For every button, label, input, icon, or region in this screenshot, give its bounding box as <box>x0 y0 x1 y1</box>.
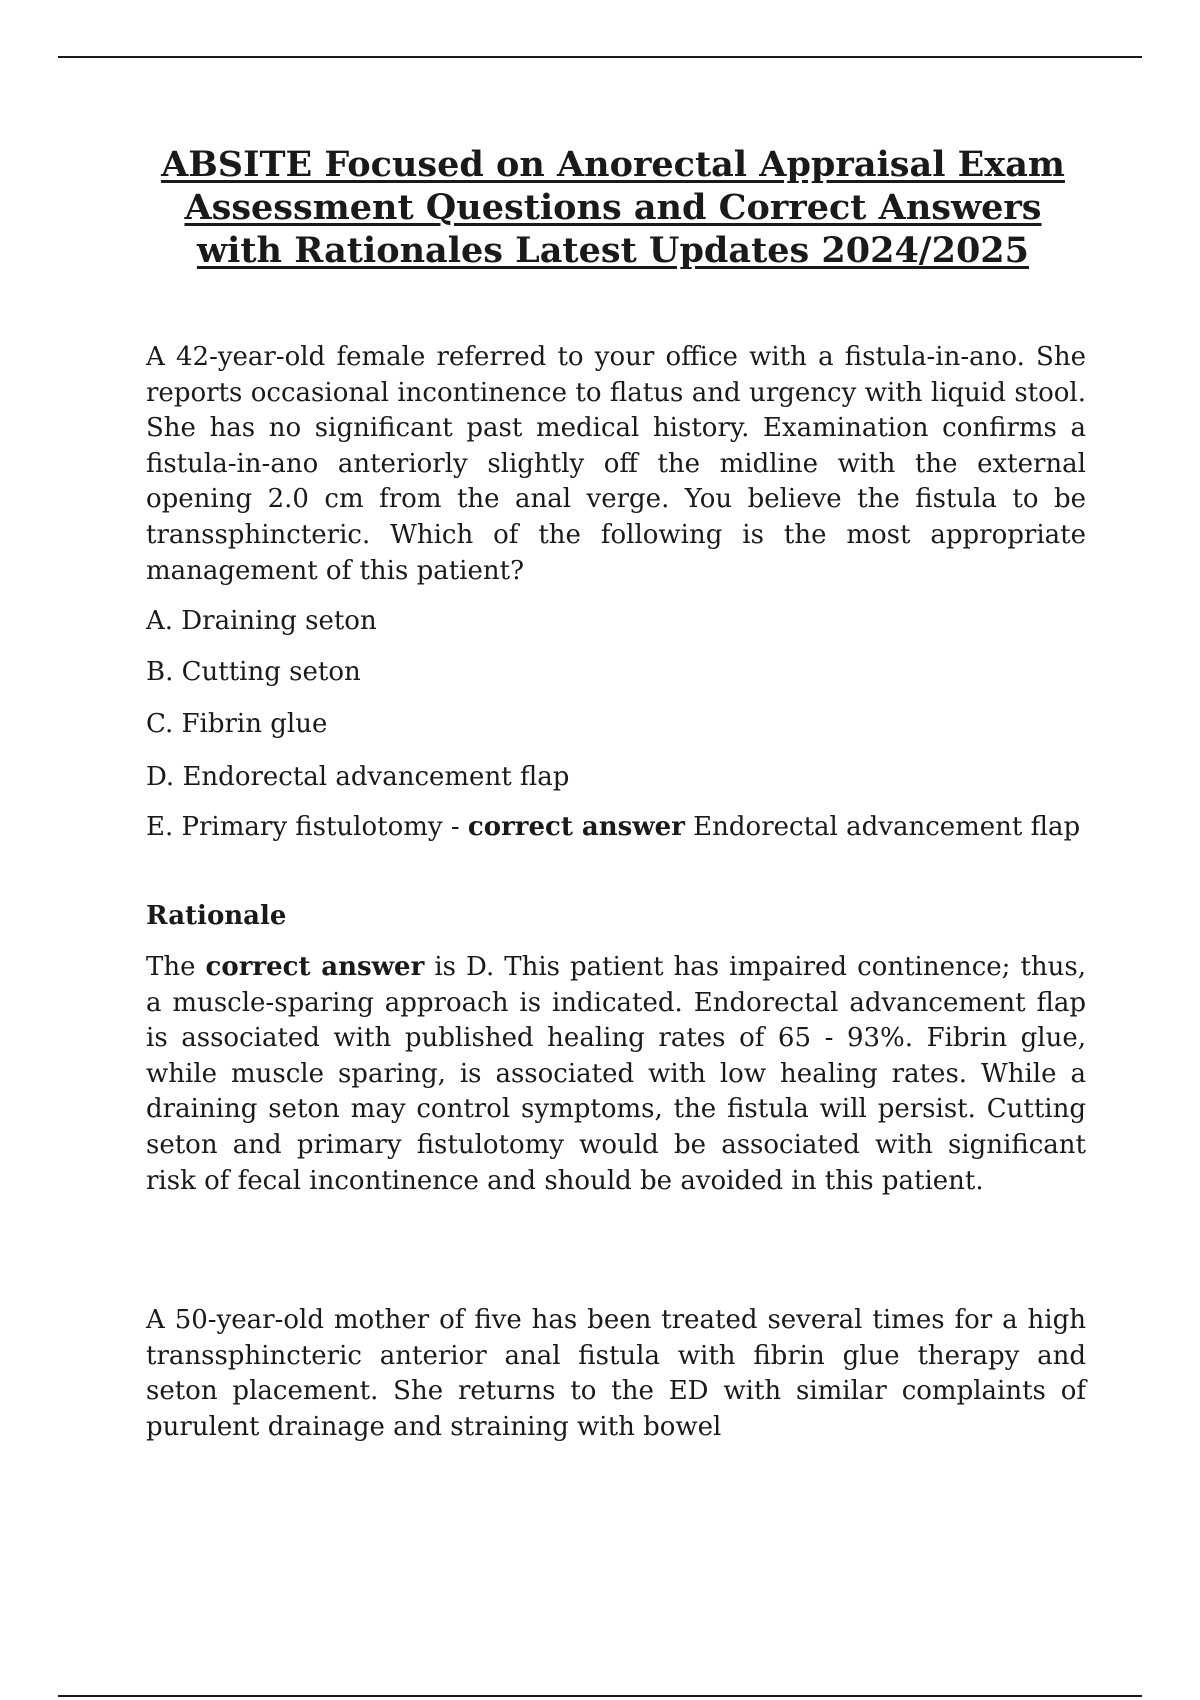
option-e: E. Primary fistulotomy <box>146 812 443 842</box>
rationale-bold-label: correct answer <box>205 952 425 982</box>
rationale-paragraph <box>146 950 1086 1199</box>
option-a: A. Draining seton <box>146 606 377 636</box>
option-e-with-answer <box>146 810 1086 846</box>
option-b: B. Cutting seton <box>146 657 361 687</box>
document-title: ABSITE Focused on Anorectal Appraisal Exam Assessment Questions and Correct Answers with Rationales Latest Updates 2024/2025 <box>161 144 1065 271</box>
answer-separator: - <box>442 812 468 842</box>
option-d: D. Endorectal advancement flap <box>146 762 570 792</box>
correct-answer-label: correct answer <box>467 812 685 842</box>
question-1-stem: A 42-year-old female referred to your office with a fistula-in-ano. She reports occasional incontinence to flatus and urgency with liquid stool. She has no significant past medical history. Examination confirms a fistula-in-ano anteriorly slightly off the midline with the external opening 2.0 cm from the anal verge. You believe the fistula to be transsphincteric. Which of the following is the most appropriate management of this patient? <box>146 342 1086 586</box>
option-c: C. Fibrin glue <box>146 709 328 739</box>
header-rule <box>58 56 1142 58</box>
question-2-stem: A 50-year-old mother of five has been treated several times for a high transsphincteric anterior anal fistula with fibrin glue therapy and seton placement. She returns to the ED with similar complaints of purulent drainage and straining with bowel <box>146 1305 1086 1442</box>
rationale-text: is D. This patient has impaired continence; thus, a muscle-sparing approach is indicated. Endorectal advancement flap is associated with published healing rates of 65 - 93%. Fibrin glue, while muscle sparing, is associated with low healing rates. While a draining seton may control symptoms, the fistula will persist. Cutting seton and primary fistulotomy would be associated with significant risk of fecal incontinence and should be avoided in this patient. <box>146 952 1086 1196</box>
rationale-prefix: The <box>146 952 206 982</box>
rationale-heading: Rationale <box>146 901 287 931</box>
correct-answer-value: Endorectal advancement flap <box>684 812 1081 842</box>
footer-rule <box>58 1695 1142 1697</box>
